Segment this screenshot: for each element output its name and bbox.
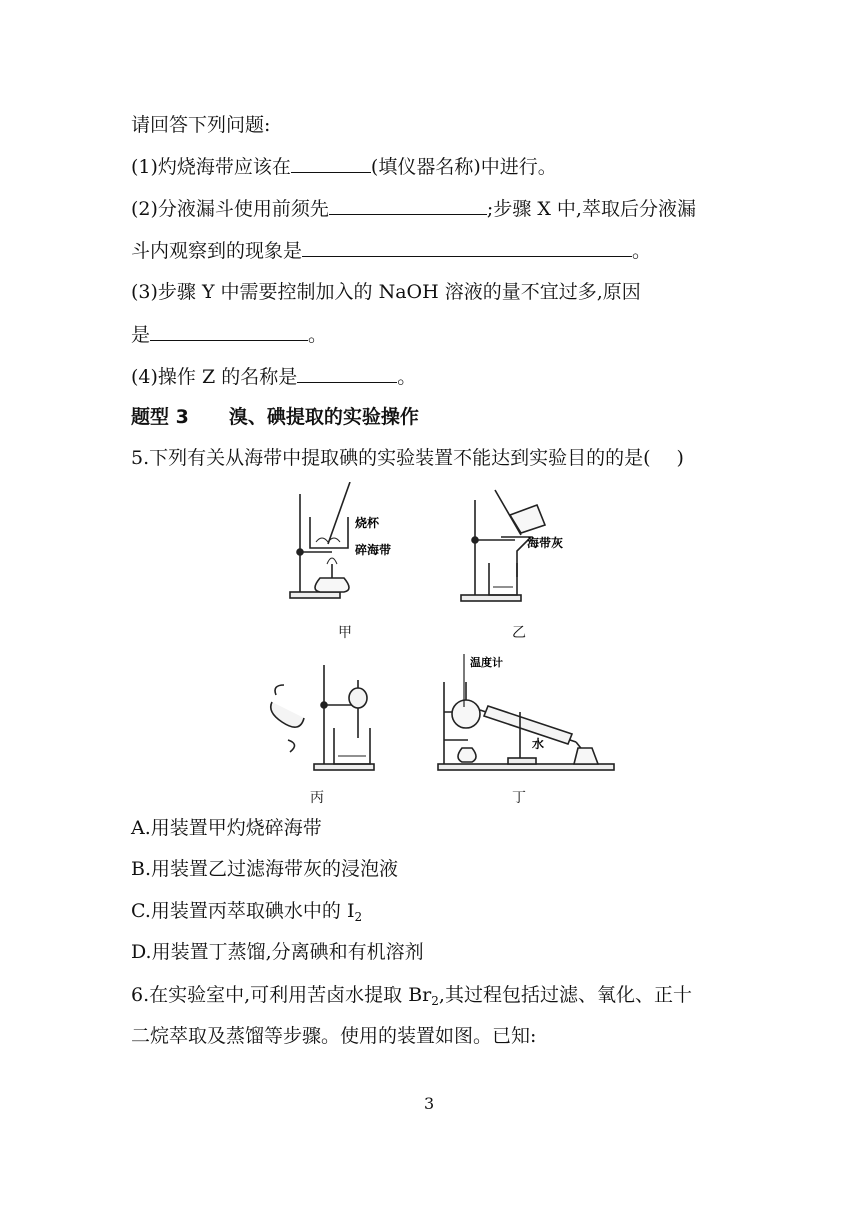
apparatus-yi [455, 485, 605, 610]
question-6-line-1: 6.在实验室中,可利用苦卤水提取 $Br_2$,其过程包括过滤、氧化、正十 [131, 984, 692, 1008]
option-b: B.用装置乙过滤海带灰的浸泡液 [131, 858, 399, 880]
question-3-line-1: (3)步骤 Y 中需要控制加入的 NaOH 溶液的量不宜过多,原因 [131, 281, 641, 303]
answer-blank-3 [150, 322, 308, 341]
answer-blank-2a [329, 196, 487, 215]
option-c: C.用装置丙萃取碘水中的 $I_2$ [131, 900, 363, 924]
section-heading [131, 405, 419, 429]
question-6-line-2: 二烷萃取及蒸馏等步骤。使用的装置如图。已知: [131, 1025, 537, 1047]
option-d: D.用装置丁蒸馏,分离碘和有机溶剂 [131, 941, 424, 963]
answer-blank-2b [302, 238, 632, 257]
apparatus-jia [280, 482, 430, 607]
caption-yi: 乙 [512, 625, 526, 641]
intro-text: 请回答下列问题: [131, 114, 271, 136]
section-label: 题型 3 [131, 406, 189, 428]
answer-blank-4 [297, 364, 397, 383]
label-ash: 海带灰 [527, 536, 564, 550]
apparatus-bing [262, 660, 402, 778]
label-seaweed: 碎海带 [355, 543, 392, 557]
caption-ding: 丁 [512, 790, 526, 806]
question-1: (1)灼烧海带应该在 (填仪器名称)中进行。 [131, 156, 557, 178]
label-water: 水 [532, 737, 545, 751]
option-a: A.用装置甲灼烧碎海带 [131, 817, 322, 839]
apparatus-ding [436, 652, 616, 774]
caption-bing: 丙 [310, 790, 324, 806]
caption-jia: 甲 [338, 625, 352, 641]
label-beaker: 烧杯 [355, 516, 380, 530]
label-thermometer: 温度计 [470, 656, 503, 669]
question-4: (4)操作 Z 的名称是 。 [131, 366, 417, 388]
page-number: 3 [424, 1094, 435, 1113]
question-2-line-2: 斗内观察到的现象是 。 [131, 240, 652, 262]
question-2-line-1: (2)分液漏斗使用前须先 ;步骤 X 中,萃取后分液漏 [131, 198, 696, 220]
section-title: 溴、碘提取的实验操作 [228, 406, 419, 428]
question-5: 5.下列有关从海带中提取碘的实验装置不能达到实验目的的是( ) [131, 447, 684, 469]
answer-blank-1 [291, 154, 371, 173]
question-3-line-2: 是 。 [131, 324, 328, 346]
